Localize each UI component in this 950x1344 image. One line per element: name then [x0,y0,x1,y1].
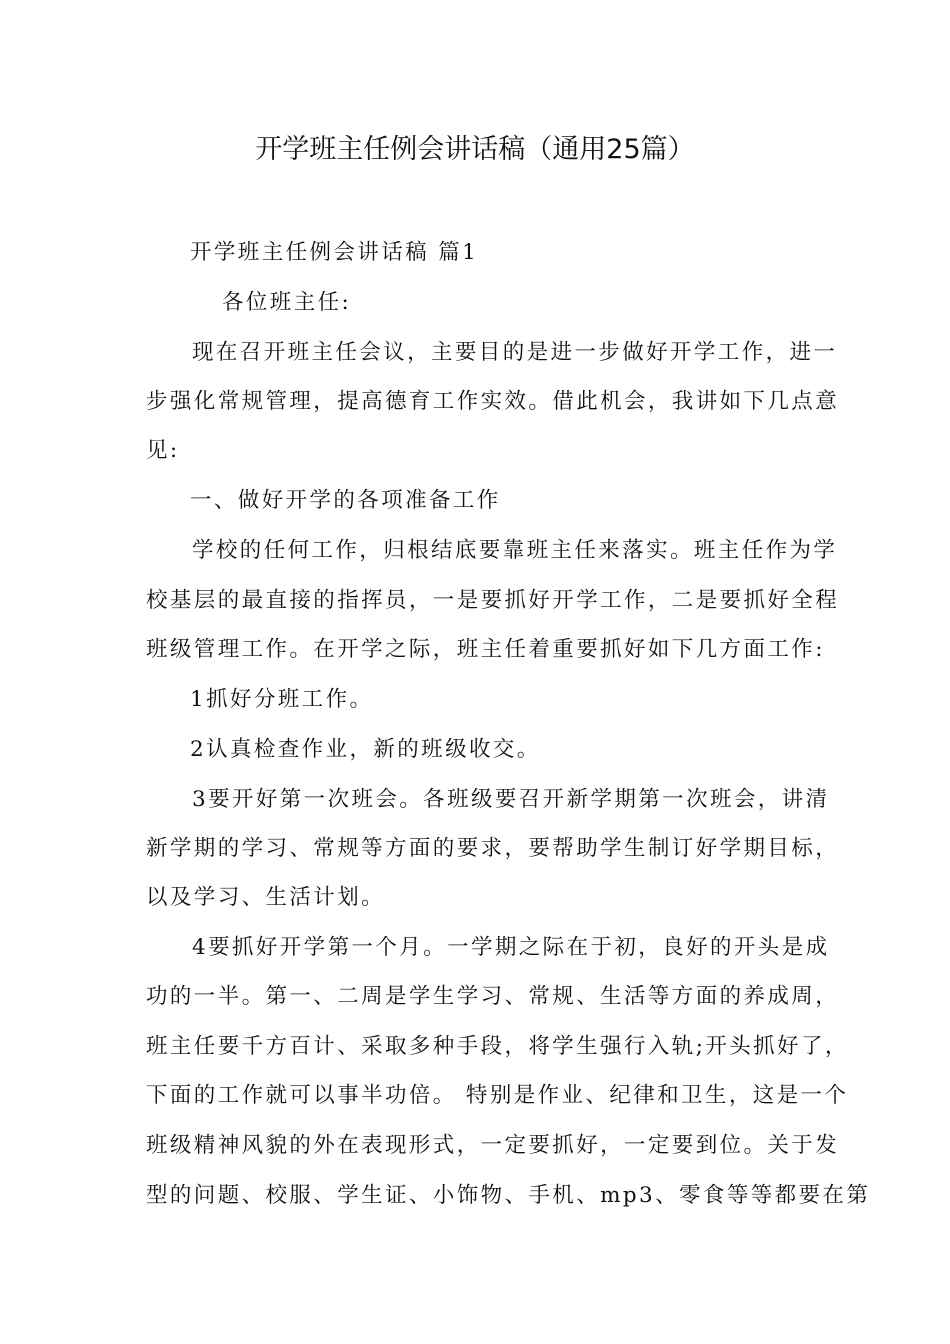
paragraph-line: 班主任要千方百计、采取多种手段，将学生强行入轨;开头抓好了， [146,1034,849,1059]
paragraph-line: 校基层的最直接的指挥员，一是要抓好开学工作，二是要抓好全程 [146,588,840,613]
paragraph-line: 功的一半。第一、二周是学生学习、常规、生活等方面的养成周， [146,984,840,1009]
list-item: 2认真检查作业，新的班级收交。 [190,737,541,762]
paragraph-line: 班级精神风貌的外在表现形式，一定要抓好，一定要到位。关于发 [146,1133,840,1158]
paragraph-line: 见: [146,438,180,463]
paragraph-line: 3要开好第一次班会。各班级要召开新学期第一次班会，讲清 [192,787,830,812]
paragraph-line: 新学期的学习、常规等方面的要求，要帮助学生制订好学期目标， [146,836,840,861]
paragraph-line: 下面的工作就可以事半功倍。 特别是作业、纪律和卫生，这是一个 [146,1083,849,1108]
document-title: 开学班主任例会讲话稿（通用25篇） [255,134,695,165]
paragraph-line: 班级管理工作。在开学之际，班主任着重要抓好如下几方面工作: [146,637,825,662]
salutation: 各位班主任: [222,290,352,315]
list-item: 1抓好分班工作。 [190,687,374,712]
paragraph-line: 学校的任何工作，归根结底要靠班主任来落实。班主任作为学 [192,538,838,563]
paragraph-line: 现在召开班主任会议，主要目的是进一步做好开学工作，进一 [192,340,838,365]
paragraph-line: 以及学习、生活计划。 [146,885,386,910]
section-heading: 开学班主任例会讲话稿 篇1 [190,240,479,265]
section-subheading: 一、做好开学的各项准备工作 [190,488,501,513]
paragraph-line: 步强化常规管理，提高德育工作实效。借此机会，我讲如下几点意 [146,389,840,414]
paragraph-line: 型的问题、校服、学生证、小饰物、手机、mp3、零食等等都要在第 [146,1183,871,1208]
paragraph-line: 4要抓好开学第一个月。一学期之际在于初，良好的开头是成 [192,935,830,960]
